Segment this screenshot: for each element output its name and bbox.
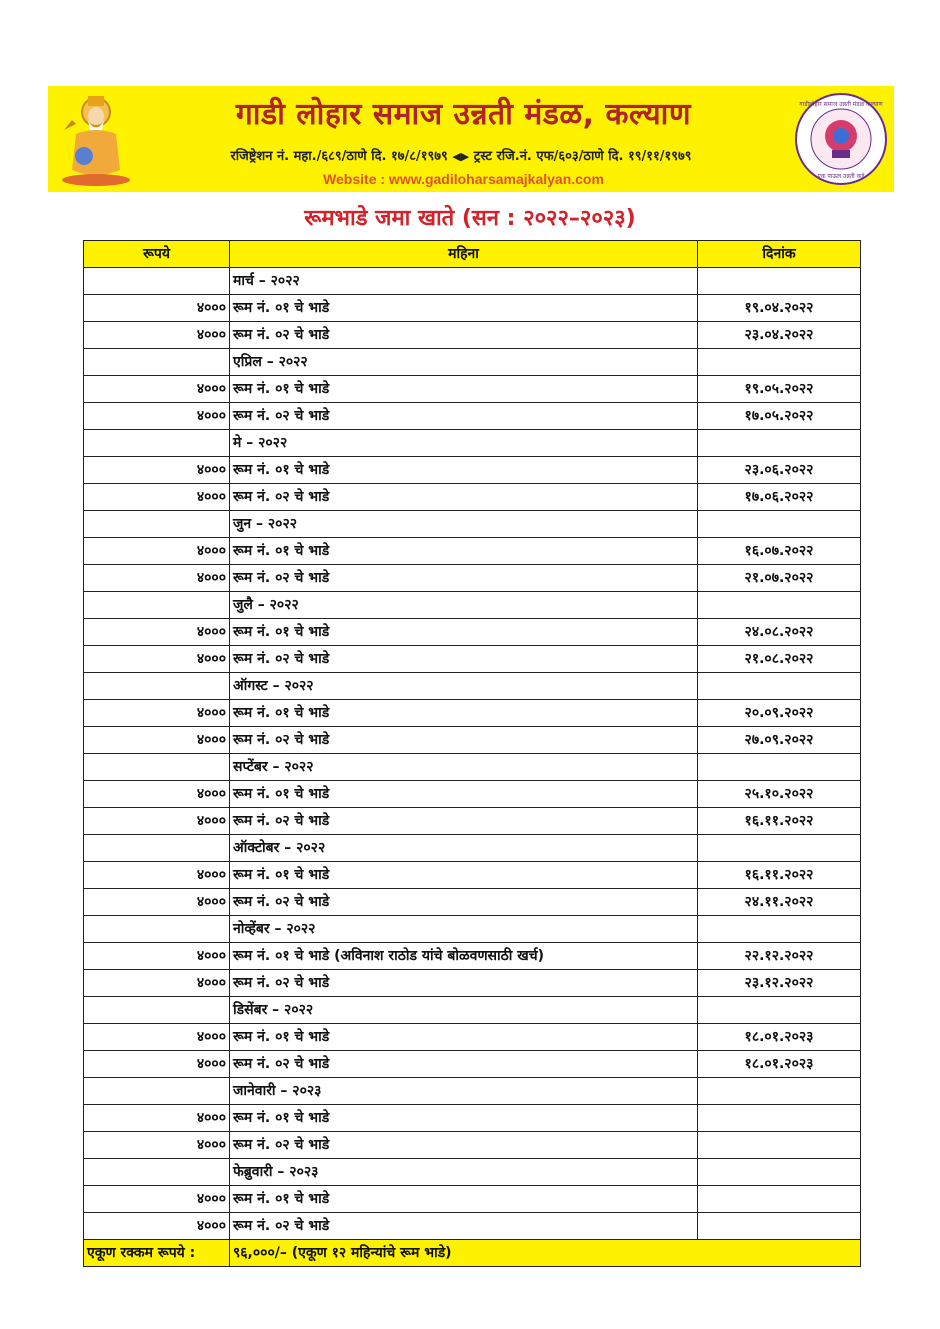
date-cell — [698, 916, 861, 943]
amount-cell: ४००० — [84, 1186, 230, 1213]
separator-triangles-icon: ◀▶ — [452, 150, 470, 163]
table-row — [84, 754, 861, 781]
month-cell: रूम नं. ०१ चे भाडे — [230, 538, 698, 565]
month-cell: रूम नं. ०१ चे भाडे (अविनाश राठोड यांचे बोळवणसाठी खर्च) — [230, 943, 698, 970]
total-row — [84, 1240, 861, 1267]
date-cell — [698, 754, 861, 781]
amount-cell: ४००० — [84, 700, 230, 727]
table-row — [84, 1159, 861, 1186]
month-cell: रूम नं. ०१ चे भाडे — [230, 781, 698, 808]
date-cell: २१.०७.२०२२ — [698, 565, 861, 592]
date-cell — [698, 349, 861, 376]
month-cell: रूम नं. ०२ चे भाडे — [230, 1213, 698, 1240]
total-value: ९६,०००/– (एकूण १२ महिन्यांचे रूम भाडे) — [230, 1240, 861, 1267]
table-row — [84, 970, 861, 997]
amount-cell — [84, 1078, 230, 1105]
table-row — [84, 943, 861, 970]
month-cell: ऑगस्ट – २०२२ — [230, 673, 698, 700]
table-row — [84, 457, 861, 484]
amount-cell — [84, 1159, 230, 1186]
amount-cell — [84, 268, 230, 295]
registration-line — [132, 146, 790, 164]
amount-cell — [84, 673, 230, 700]
table-row — [84, 511, 861, 538]
table-row — [84, 349, 861, 376]
month-cell: डिसेंबर – २०२२ — [230, 997, 698, 1024]
month-cell: मार्च – २०२२ — [230, 268, 698, 295]
date-cell: २२.१२.२०२२ — [698, 943, 861, 970]
date-cell: १६.११.२०२२ — [698, 808, 861, 835]
table-row — [84, 565, 861, 592]
month-cell: नोव्हेंबर – २०२२ — [230, 916, 698, 943]
month-cell: फेब्रुवारी – २०२३ — [230, 1159, 698, 1186]
month-cell: रूम नं. ०२ चे भाडे — [230, 1132, 698, 1159]
date-cell: १८.०१.२०२३ — [698, 1024, 861, 1051]
amount-cell: ४००० — [84, 1105, 230, 1132]
table-row — [84, 592, 861, 619]
month-cell: रूम नं. ०२ चे भाडे — [230, 484, 698, 511]
date-cell: २४.११.२०२२ — [698, 889, 861, 916]
seal-bottom-text: एक पाऊल उन्नती कडे — [817, 173, 865, 180]
date-cell: १६.०७.२०२२ — [698, 538, 861, 565]
table-row — [84, 1105, 861, 1132]
table-row — [84, 376, 861, 403]
date-cell — [698, 1159, 861, 1186]
month-cell: रूम नं. ०२ चे भाडे — [230, 727, 698, 754]
table-row — [84, 403, 861, 430]
date-cell — [698, 997, 861, 1024]
header-amount: रूपये — [84, 241, 230, 268]
month-cell: जुलै – २०२२ — [230, 592, 698, 619]
table-row — [84, 997, 861, 1024]
table-row — [84, 889, 861, 916]
header-month: महिना — [230, 241, 698, 268]
month-cell: रूम नं. ०१ चे भाडे — [230, 700, 698, 727]
amount-cell: ४००० — [84, 403, 230, 430]
amount-cell: ४००० — [84, 295, 230, 322]
table-header-row — [84, 241, 861, 268]
date-cell: २४.०८.२०२२ — [698, 619, 861, 646]
date-cell — [698, 268, 861, 295]
date-cell — [698, 592, 861, 619]
table-row — [84, 1051, 861, 1078]
month-cell: रूम नं. ०२ चे भाडे — [230, 808, 698, 835]
month-cell: रूम नं. ०१ चे भाडे — [230, 619, 698, 646]
date-cell — [698, 673, 861, 700]
month-cell: रूम नं. ०१ चे भाडे — [230, 457, 698, 484]
amount-cell: ४००० — [84, 781, 230, 808]
amount-cell: ४००० — [84, 862, 230, 889]
month-cell: रूम नं. ०२ चे भाडे — [230, 646, 698, 673]
amount-cell: ४००० — [84, 322, 230, 349]
date-cell: २७.०९.२०२२ — [698, 727, 861, 754]
seal-top-text: गाडीलोहार समाज उन्नती मंडळ कल्याण — [799, 101, 883, 108]
trust-registration-text: ट्रस्ट रजि.नं. एफ/६०३/ठाणे दि. १९/११/१९७९ — [473, 149, 692, 164]
date-cell: २१.०८.२०२२ — [698, 646, 861, 673]
organization-seal — [794, 92, 888, 186]
month-cell: ऑक्टोबर – २०२२ — [230, 835, 698, 862]
month-cell: जानेवारी – २०२३ — [230, 1078, 698, 1105]
table-row — [84, 1132, 861, 1159]
amount-cell: ४००० — [84, 619, 230, 646]
amount-cell: ४००० — [84, 1024, 230, 1051]
amount-cell — [84, 835, 230, 862]
date-cell: २०.०९.२०२२ — [698, 700, 861, 727]
amount-cell — [84, 916, 230, 943]
date-cell: २५.१०.२०२२ — [698, 781, 861, 808]
month-cell: रूम नं. ०१ चे भाडे — [230, 862, 698, 889]
month-cell: जुन – २०२२ — [230, 511, 698, 538]
header-date: दिनांक — [698, 241, 861, 268]
table-row — [84, 430, 861, 457]
table-row — [84, 808, 861, 835]
table-row — [84, 538, 861, 565]
amount-cell — [84, 511, 230, 538]
amount-cell: ४००० — [84, 889, 230, 916]
table-row — [84, 862, 861, 889]
deity-image — [54, 90, 136, 188]
month-cell: रूम नं. ०१ चे भाडे — [230, 1024, 698, 1051]
amount-cell: ४००० — [84, 970, 230, 997]
date-cell — [698, 511, 861, 538]
date-cell: १७.०५.२०२२ — [698, 403, 861, 430]
amount-cell — [84, 754, 230, 781]
month-cell: रूम नं. ०२ चे भाडे — [230, 322, 698, 349]
table-row — [84, 322, 861, 349]
date-cell — [698, 1132, 861, 1159]
amount-cell: ४००० — [84, 1051, 230, 1078]
date-cell: १६.११.२०२२ — [698, 862, 861, 889]
table-row — [84, 268, 861, 295]
table-row — [84, 1024, 861, 1051]
header-banner — [48, 86, 894, 192]
amount-cell: ४००० — [84, 808, 230, 835]
website-text: Website : www.gadiloharsamajkalyan.com — [323, 171, 604, 187]
date-cell: २३.०४.२०२२ — [698, 322, 861, 349]
month-cell: रूम नं. ०१ चे भाडे — [230, 295, 698, 322]
table-row — [84, 295, 861, 322]
month-cell: मे – २०२२ — [230, 430, 698, 457]
month-cell: रूम नं. ०२ चे भाडे — [230, 565, 698, 592]
amount-cell — [84, 997, 230, 1024]
table-row — [84, 646, 861, 673]
month-cell: रूम नं. ०२ चे भाडे — [230, 970, 698, 997]
amount-cell: ४००० — [84, 565, 230, 592]
table-row — [84, 1213, 861, 1240]
org-name: गाडी लोहार समाज उन्नती मंडळ, कल्याण — [235, 97, 692, 132]
total-label: एकूण रक्कम रूपये : — [84, 1240, 230, 1267]
amount-cell: ४००० — [84, 538, 230, 565]
date-cell: १८.०१.२०२३ — [698, 1051, 861, 1078]
amount-cell: ४००० — [84, 727, 230, 754]
table-row — [84, 484, 861, 511]
month-cell: सप्टेंबर – २०२२ — [230, 754, 698, 781]
date-cell: १९.०५.२०२२ — [698, 376, 861, 403]
table-row — [84, 1186, 861, 1213]
month-cell: रूम नं. ०२ चे भाडे — [230, 889, 698, 916]
date-cell: १७.०६.२०२२ — [698, 484, 861, 511]
date-cell: २३.१२.२०२२ — [698, 970, 861, 997]
amount-cell — [84, 592, 230, 619]
date-cell — [698, 1186, 861, 1213]
table-row — [84, 673, 861, 700]
date-cell — [698, 1213, 861, 1240]
month-cell: रूम नं. ०१ चे भाडे — [230, 1105, 698, 1132]
month-cell: एप्रिल – २०२२ — [230, 349, 698, 376]
month-cell: रूम नं. ०२ चे भाडे — [230, 1051, 698, 1078]
amount-cell — [84, 349, 230, 376]
table-row — [84, 835, 861, 862]
table-row — [84, 916, 861, 943]
month-cell: रूम नं. ०१ चे भाडे — [230, 1186, 698, 1213]
table-row — [84, 619, 861, 646]
date-cell — [698, 835, 861, 862]
date-cell — [698, 1105, 861, 1132]
amount-cell: ४००० — [84, 943, 230, 970]
amount-cell — [84, 430, 230, 457]
table-row — [84, 727, 861, 754]
page-title: रूमभाडे जमा खाते (सन : २०२२–२०२३) — [304, 206, 636, 231]
table-row — [84, 700, 861, 727]
amount-cell: ४००० — [84, 457, 230, 484]
table-row — [84, 781, 861, 808]
amount-cell: ४००० — [84, 1132, 230, 1159]
month-cell: रूम नं. ०२ चे भाडे — [230, 403, 698, 430]
rent-ledger-table — [83, 240, 861, 1267]
amount-cell: ४००० — [84, 1213, 230, 1240]
date-cell: २३.०६.२०२२ — [698, 457, 861, 484]
date-cell — [698, 430, 861, 457]
date-cell — [698, 1078, 861, 1105]
amount-cell: ४००० — [84, 376, 230, 403]
amount-cell: ४००० — [84, 646, 230, 673]
table-row — [84, 1078, 861, 1105]
amount-cell: ४००० — [84, 484, 230, 511]
date-cell: १९.०४.२०२२ — [698, 295, 861, 322]
table-body — [84, 268, 861, 1240]
registration-text: रजिष्ट्रेशन नं. महा./६८९/ठाणे दि. १७/८/१९७९ — [230, 149, 448, 164]
month-cell: रूम नं. ०१ चे भाडे — [230, 376, 698, 403]
